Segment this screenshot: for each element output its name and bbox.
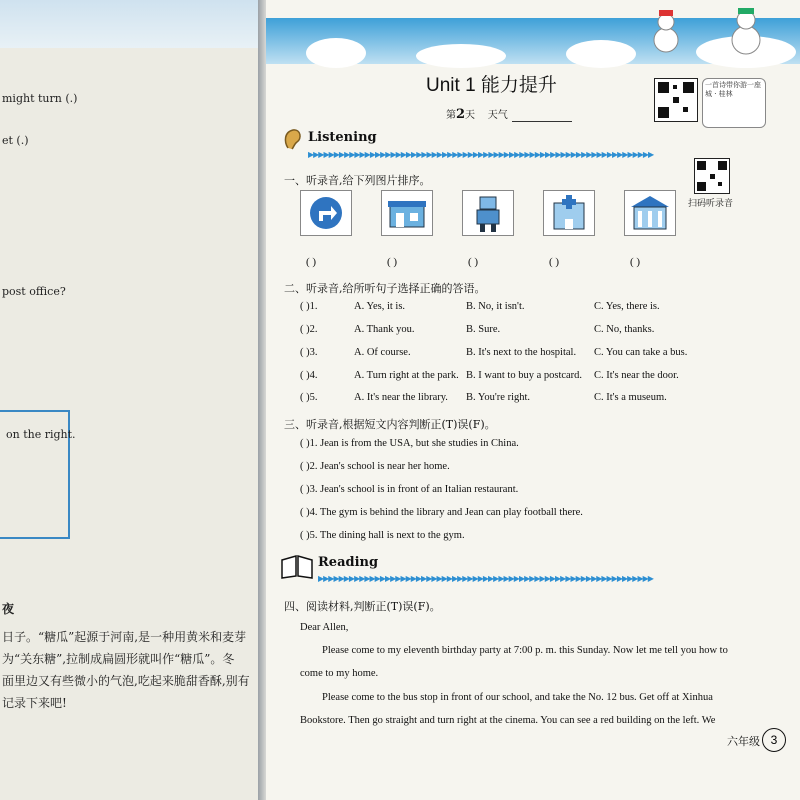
q2-number[interactable]: ( )5.	[300, 392, 318, 403]
q3-title: 三、听录音,根据短文内容判断正(T)误(F)。	[284, 418, 496, 431]
q3-item[interactable]: ( )5. The dining hall is next to the gym.	[300, 530, 465, 541]
book-icon	[280, 552, 314, 580]
listening-heading: Listening	[308, 130, 377, 145]
scan-audio-label: 扫码听录音	[688, 199, 734, 209]
q2-option-a: A. Yes, it is.	[354, 301, 406, 312]
q4-title: 四、阅读材料,判断正(T)误(F)。	[284, 600, 441, 613]
qr-side-text: 一首诗带你游一座城 · 桂林	[702, 78, 766, 128]
left-heading: 夜	[2, 602, 15, 616]
letter-line: Please come to the bus stop in front of our school, and take the No. 12 bus. Get off at Xinhua	[322, 692, 713, 703]
q3-item[interactable]: ( )1. Jean is from the USA, but she studies in China.	[300, 438, 519, 449]
left-story-line: 为“关东糖”,拉制成扁圆形就叫作“糖瓜”。冬	[2, 652, 235, 666]
unit-title: Unit 1 能力提升	[426, 75, 557, 96]
q2-option-c: C. It's near the door.	[594, 370, 679, 381]
q2-option-a: A. Thank you.	[354, 324, 415, 335]
q2-number[interactable]: ( )3.	[300, 347, 318, 358]
letter-line: Bookstore. Then go straight and turn right at the cinema. You can see a red building on the left. We	[300, 715, 716, 726]
left-text-line: post office?	[2, 285, 66, 298]
q2-title: 二、听录音,给所听句子选择正确的答语。	[284, 282, 486, 295]
q1-answer-paren[interactable]: ( )	[630, 256, 641, 268]
q2-option-c: C. Yes, there is.	[594, 301, 660, 312]
q2-option-b: B. Sure.	[466, 324, 501, 335]
grade-label: 六年级	[727, 735, 760, 748]
letter-salutation: Dear Allen,	[300, 622, 349, 633]
q2-number[interactable]: ( )2.	[300, 324, 318, 335]
left-text-line: on the right.	[6, 428, 76, 441]
q1-answer-paren[interactable]: ( )	[549, 256, 560, 268]
snowman-illustration	[626, 4, 796, 56]
qr-code-icon	[695, 159, 729, 193]
q2-option-a: A. It's near the library.	[354, 392, 448, 403]
qr-code-audio[interactable]	[694, 158, 730, 194]
q2-option-a: A. Turn right at the park.	[354, 370, 459, 381]
q2-option-b: B. It's next to the hospital.	[466, 347, 577, 358]
reading-heading: Reading	[318, 555, 379, 570]
q2-option-c: C. You can take a bus.	[594, 347, 688, 358]
q3-item[interactable]: ( )4. The gym is behind the library and Jean can play football there.	[300, 507, 583, 518]
qr-code-poem[interactable]	[654, 78, 698, 122]
letter-line: come to my home.	[300, 668, 379, 679]
q2-option-b: B. I want to buy a postcard.	[466, 370, 583, 381]
picture-hospital	[543, 190, 595, 236]
q1-answer-paren[interactable]: ( )	[468, 256, 479, 268]
picture-supermarket	[381, 190, 433, 236]
left-story-line: 记录下来吧!	[2, 696, 67, 710]
left-text-line: might turn (.)	[2, 92, 78, 105]
section-arrow-divider: ▶▶▶▶▶▶▶▶▶▶▶▶▶▶▶▶▶▶▶▶▶▶▶▶▶▶▶▶▶▶▶▶▶▶▶▶▶▶▶▶▶▶▶▶▶▶▶▶▶▶▶▶▶▶▶▶▶▶▶▶▶▶▶▶▶	[318, 574, 653, 582]
left-story-line: 日子。“糖瓜”起源于河南,是一种用黄米和麦芽	[2, 630, 247, 644]
q2-option-c: C. No, thanks.	[594, 324, 655, 335]
q2-option-b: B. No, it isn't.	[466, 301, 525, 312]
q3-item[interactable]: ( )2. Jean's school is near her home.	[300, 461, 450, 472]
picture-robot	[462, 190, 514, 236]
q1-answer-paren[interactable]: ( )	[306, 256, 317, 268]
left-story-line: 面里边又有些微小的气泡,吃起来脆甜香酥,别有	[2, 674, 250, 688]
qr-code-icon	[655, 79, 697, 121]
q2-number[interactable]: ( )1.	[300, 301, 318, 312]
right-page	[266, 0, 800, 800]
q1-title: 一、听录音,给下列图片排序。	[284, 174, 431, 187]
left-page	[0, 0, 262, 800]
picture-museum	[624, 190, 676, 236]
left-header-band	[0, 0, 262, 48]
ear-icon	[282, 126, 304, 152]
picture-turn-right-sign	[300, 190, 352, 236]
page-number: 3	[762, 728, 786, 752]
q2-option-a: A. Of course.	[354, 347, 411, 358]
q2-option-b: B. You're right.	[466, 392, 531, 403]
day-weather-line: 第2天 天气	[446, 106, 572, 122]
q2-number[interactable]: ( )4.	[300, 370, 318, 381]
section-arrow-divider: ▶▶▶▶▶▶▶▶▶▶▶▶▶▶▶▶▶▶▶▶▶▶▶▶▶▶▶▶▶▶▶▶▶▶▶▶▶▶▶▶▶▶▶▶▶▶▶▶▶▶▶▶▶▶▶▶▶▶▶▶▶▶▶▶▶▶▶	[308, 150, 654, 158]
q3-item[interactable]: ( )3. Jean's school is in front of an Italian restaurant.	[300, 484, 519, 495]
q1-answer-paren[interactable]: ( )	[387, 256, 398, 268]
left-text-line: et (.)	[2, 134, 29, 147]
letter-line: Please come to my eleventh birthday party at 7:00 p. m. this Sunday. Now let me tell you how to	[322, 645, 728, 656]
q2-option-c: C. It's a museum.	[594, 392, 667, 403]
